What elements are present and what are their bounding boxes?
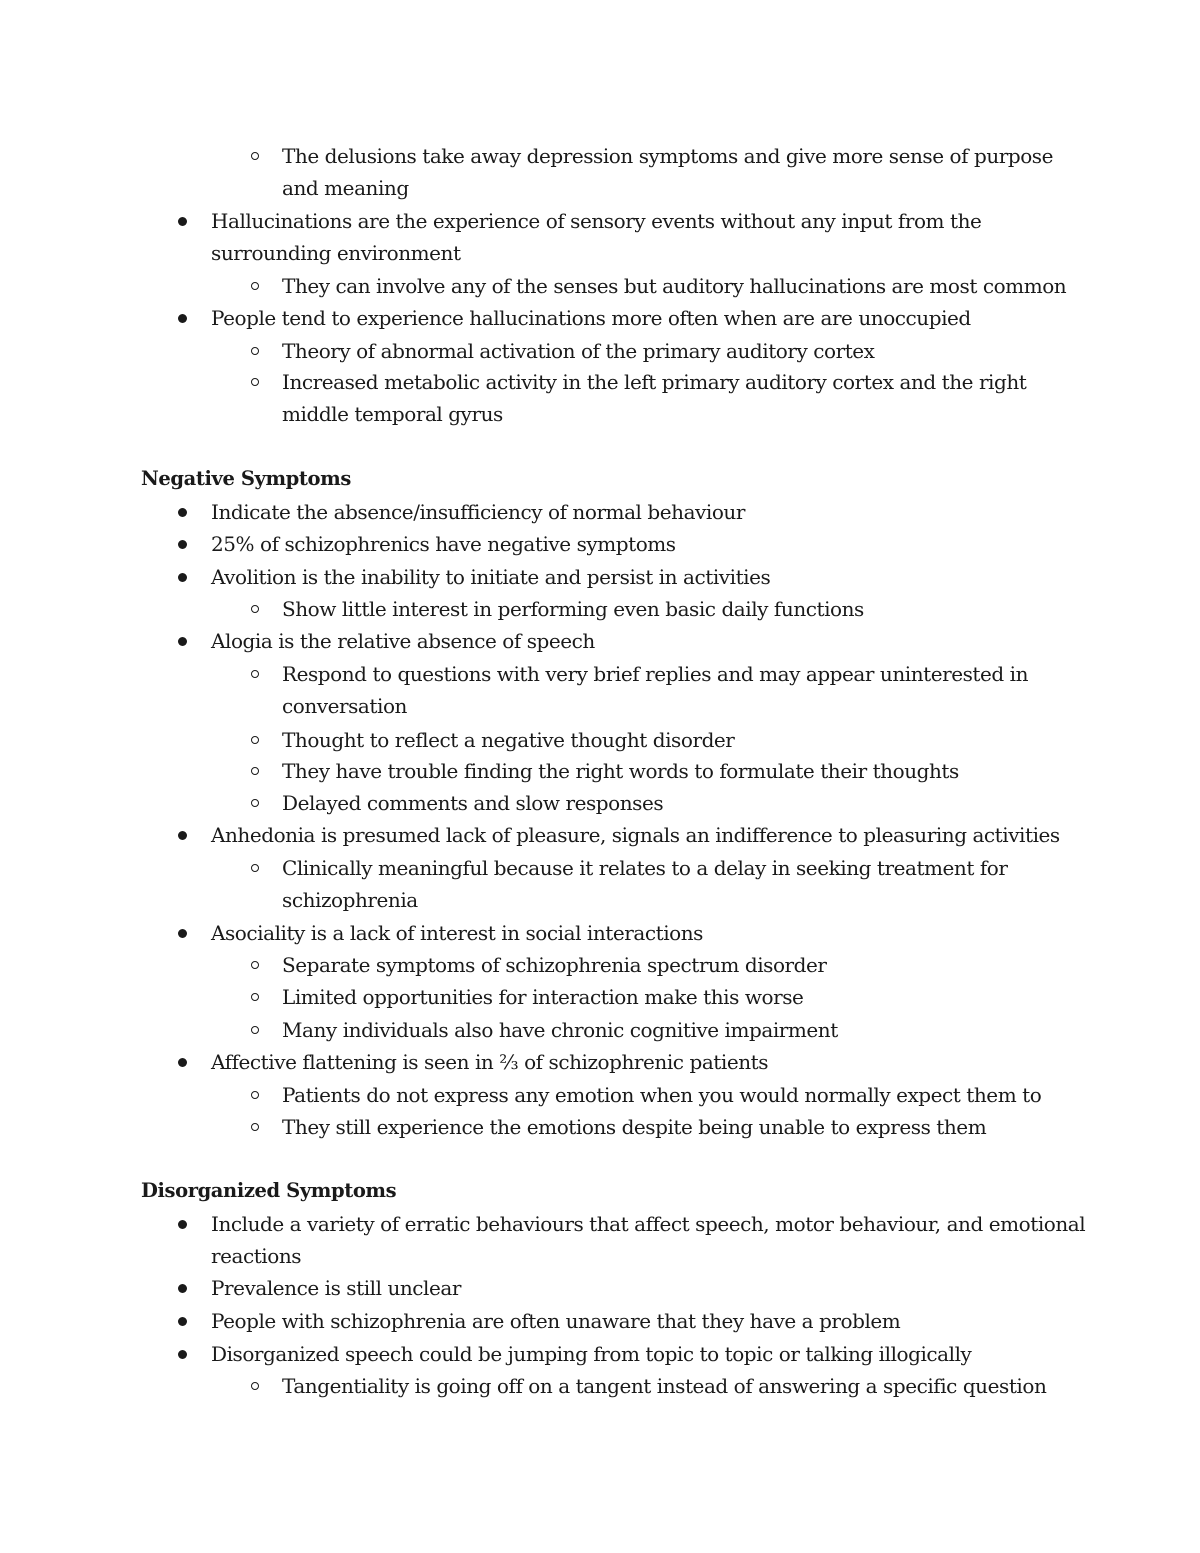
list-item-text: They have trouble finding the right words to formulate their thoughts <box>282 759 959 783</box>
list-item-text: Hallucinations are the experience of sensory events without any input from the <box>211 209 982 233</box>
list-item-text: conversation <box>282 694 407 718</box>
sub-bullet-icon <box>251 378 259 386</box>
sub-bullet-icon <box>251 347 259 355</box>
list-item-text: Delayed comments and slow responses <box>282 791 664 815</box>
list-item-text: Patients do not express any emotion when you would normally expect them to <box>282 1083 1042 1107</box>
bullet-icon <box>178 508 187 517</box>
bullet-icon <box>178 637 187 646</box>
bullet-icon <box>178 1350 187 1359</box>
sub-bullet-icon <box>251 1382 259 1390</box>
list-item-text: Respond to questions with very brief replies and may appear uninterested in <box>282 662 1029 686</box>
sub-bullet-icon <box>251 1091 259 1099</box>
list-item-text: Include a variety of erratic behaviours that affect speech, motor behaviour, and emotional <box>211 1212 1086 1236</box>
list-item-text: They still experience the emotions despite being unable to express them <box>282 1115 987 1139</box>
section-heading: Disorganized Symptoms <box>141 1179 397 1202</box>
bullet-icon <box>178 831 187 840</box>
sub-bullet-icon <box>251 799 259 807</box>
sub-bullet-icon <box>251 961 259 969</box>
list-item-text: and meaning <box>282 176 409 200</box>
bullet-icon <box>178 929 187 938</box>
sub-bullet-icon <box>251 864 259 872</box>
list-item-text: Avolition is the inability to initiate and persist in activities <box>211 565 771 589</box>
list-item-text: Indicate the absence/insufficiency of normal behaviour <box>211 500 745 524</box>
list-item-text: Alogia is the relative absence of speech <box>211 629 595 653</box>
bullet-icon <box>178 1220 187 1229</box>
sub-bullet-icon <box>251 152 259 160</box>
sub-bullet-icon <box>251 767 259 775</box>
sub-bullet-icon <box>251 736 259 744</box>
list-item-text: People tend to experience hallucinations more often when are are unoccupied <box>211 306 971 330</box>
list-item-text: 25% of schizophrenics have negative symptoms <box>211 532 676 556</box>
list-item-text: Disorganized speech could be jumping from topic to topic or talking illogically <box>211 1342 972 1366</box>
bullet-icon <box>178 1284 187 1293</box>
sub-bullet-icon <box>251 605 259 613</box>
sub-bullet-icon <box>251 993 259 1001</box>
list-item-text: Separate symptoms of schizophrenia spectrum disorder <box>282 953 827 977</box>
list-item-text: surrounding environment <box>211 241 461 265</box>
list-item-text: schizophrenia <box>282 888 418 912</box>
bullet-icon <box>178 573 187 582</box>
list-item-text: Thought to reflect a negative thought disorder <box>282 728 735 752</box>
sub-bullet-icon <box>251 282 259 290</box>
list-item-text: Tangentiality is going off on a tangent instead of answering a specific question <box>282 1374 1047 1398</box>
list-item-text: The delusions take away depression symptoms and give more sense of purpose <box>282 144 1054 168</box>
list-item-text: Increased metabolic activity in the left primary auditory cortex and the right <box>282 370 1027 394</box>
bullet-icon <box>178 1317 187 1326</box>
list-item-text: Asociality is a lack of interest in social interactions <box>211 921 703 945</box>
list-item-text: middle temporal gyrus <box>282 402 503 426</box>
bullet-icon <box>178 540 187 549</box>
list-item-text: Prevalence is still unclear <box>211 1276 461 1300</box>
bullet-icon <box>178 314 187 323</box>
sub-bullet-icon <box>251 670 259 678</box>
section-heading: Negative Symptoms <box>141 467 351 490</box>
sub-bullet-icon <box>251 1123 259 1131</box>
list-item-text: Affective flattening is seen in ⅔ of schizophrenic patients <box>211 1050 769 1074</box>
bullet-icon <box>178 1058 187 1067</box>
list-item-text: Many individuals also have chronic cognitive impairment <box>282 1018 838 1042</box>
list-item-text: Theory of abnormal activation of the primary auditory cortex <box>282 339 875 363</box>
list-item-text: Clinically meaningful because it relates to a delay in seeking treatment for <box>282 856 1008 880</box>
list-item-text: Anhedonia is presumed lack of pleasure, signals an indifference to pleasuring activities <box>211 823 1060 847</box>
list-item-text: They can involve any of the senses but auditory hallucinations are most common <box>282 274 1067 298</box>
list-item-text: Limited opportunities for interaction make this worse <box>282 985 804 1009</box>
list-item-text: Show little interest in performing even basic daily functions <box>282 597 864 621</box>
bullet-icon <box>178 217 187 226</box>
list-item-text: reactions <box>211 1244 302 1268</box>
list-item-text: People with schizophrenia are often unaware that they have a problem <box>211 1309 901 1333</box>
sub-bullet-icon <box>251 1026 259 1034</box>
